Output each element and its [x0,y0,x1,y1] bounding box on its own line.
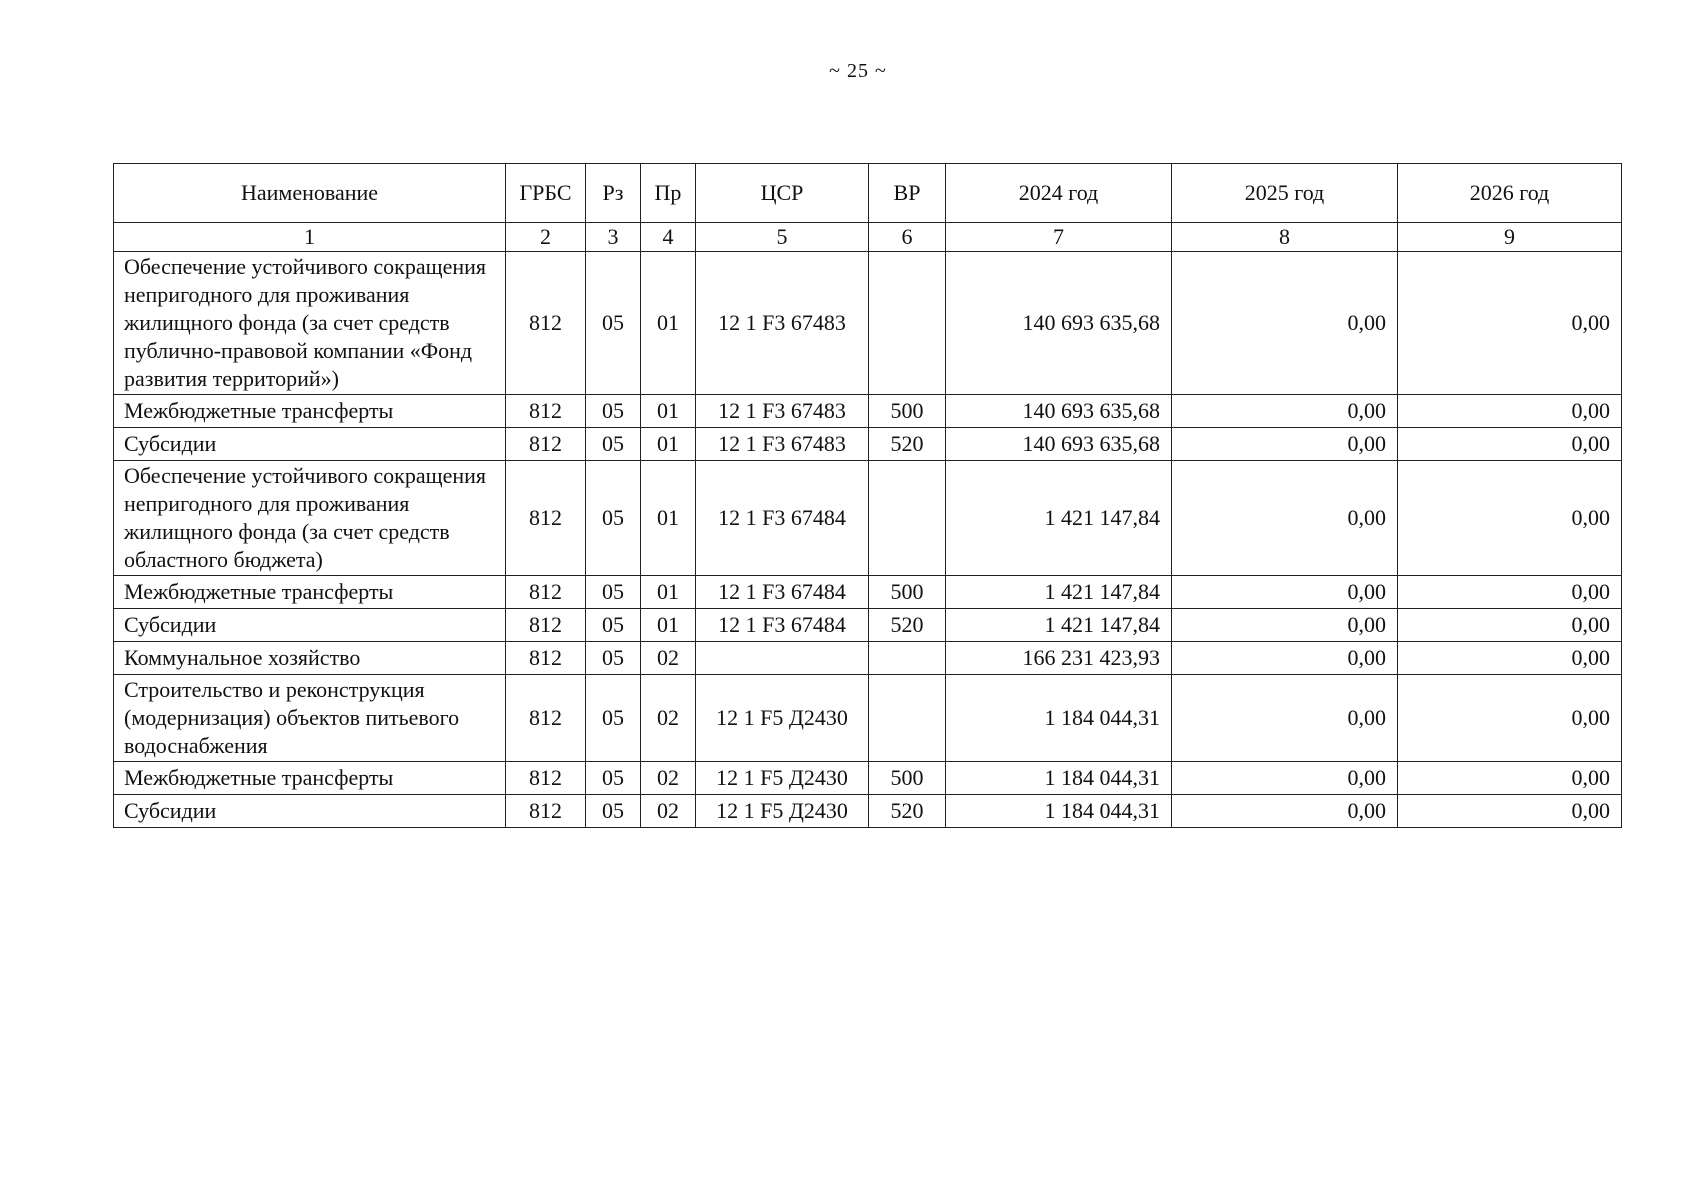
row-name: Межбюджетные трансферты [114,762,506,795]
row-2025: 0,00 [1172,762,1398,795]
row-2026: 0,00 [1398,395,1622,428]
header-name: Наименование [114,164,506,223]
row-vr: 500 [869,762,946,795]
row-vr: 500 [869,576,946,609]
row-csr: 12 1 F3 67484 [696,609,869,642]
row-2026: 0,00 [1398,576,1622,609]
row-2024: 1 184 044,31 [946,675,1172,762]
row-2025: 0,00 [1172,609,1398,642]
row-grbs: 812 [506,762,586,795]
table-header-row [114,164,1622,223]
column-number: 6 [869,223,946,252]
row-2025: 0,00 [1172,428,1398,461]
row-2024: 140 693 635,68 [946,395,1172,428]
column-number: 2 [506,223,586,252]
row-rz: 05 [586,642,641,675]
row-csr: 12 1 F5 Д2430 [696,675,869,762]
column-number: 5 [696,223,869,252]
column-number: 4 [641,223,696,252]
row-grbs: 812 [506,252,586,395]
row-grbs: 812 [506,576,586,609]
column-number: 1 [114,223,506,252]
row-2026: 0,00 [1398,428,1622,461]
row-rz: 05 [586,609,641,642]
header-2024: 2024 год [946,164,1172,223]
row-2025: 0,00 [1172,576,1398,609]
row-rz: 05 [586,576,641,609]
row-2026: 0,00 [1398,795,1622,828]
row-pr: 01 [641,252,696,395]
row-csr: 12 1 F3 67484 [696,576,869,609]
row-name: Субсидии [114,795,506,828]
row-2024: 140 693 635,68 [946,252,1172,395]
row-2024: 1 184 044,31 [946,762,1172,795]
table-row [114,428,1622,461]
row-2026: 0,00 [1398,252,1622,395]
table-row [114,762,1622,795]
row-vr [869,642,946,675]
header-rz: Рз [586,164,641,223]
row-name: Межбюджетные трансферты [114,395,506,428]
row-2025: 0,00 [1172,642,1398,675]
row-csr: 12 1 F3 67484 [696,461,869,576]
row-name: Субсидии [114,609,506,642]
row-rz: 05 [586,252,641,395]
row-grbs: 812 [506,675,586,762]
row-pr: 01 [641,576,696,609]
row-pr: 02 [641,675,696,762]
row-2026: 0,00 [1398,675,1622,762]
column-number: 3 [586,223,641,252]
row-grbs: 812 [506,609,586,642]
header-vr: ВР [869,164,946,223]
table-row [114,576,1622,609]
row-pr: 01 [641,395,696,428]
table-row [114,461,1622,576]
row-rz: 05 [586,461,641,576]
row-rz: 05 [586,395,641,428]
row-vr: 520 [869,609,946,642]
row-rz: 05 [586,675,641,762]
table-row [114,795,1622,828]
row-2024: 1 421 147,84 [946,576,1172,609]
page-number: ~ 25 ~ [829,60,887,82]
row-rz: 05 [586,428,641,461]
row-csr: 12 1 F3 67483 [696,428,869,461]
budget-table [113,163,1622,828]
table-row [114,252,1622,395]
row-vr: 520 [869,795,946,828]
row-grbs: 812 [506,795,586,828]
row-2025: 0,00 [1172,395,1398,428]
row-grbs: 812 [506,642,586,675]
row-pr: 01 [641,428,696,461]
row-pr: 01 [641,609,696,642]
header-csr: ЦСР [696,164,869,223]
row-name: Коммунальное хозяйство [114,642,506,675]
table-row [114,609,1622,642]
table-row [114,395,1622,428]
row-2025: 0,00 [1172,795,1398,828]
row-vr [869,461,946,576]
header-2025: 2025 год [1172,164,1398,223]
row-rz: 05 [586,762,641,795]
column-number: 7 [946,223,1172,252]
row-csr: 12 1 F5 Д2430 [696,762,869,795]
row-2024: 166 231 423,93 [946,642,1172,675]
row-pr: 02 [641,762,696,795]
row-rz: 05 [586,795,641,828]
row-2024: 1 421 147,84 [946,461,1172,576]
row-vr [869,675,946,762]
row-pr: 01 [641,461,696,576]
header-grbs: ГРБС [506,164,586,223]
row-2025: 0,00 [1172,461,1398,576]
column-number: 8 [1172,223,1398,252]
row-csr [696,642,869,675]
row-2024: 140 693 635,68 [946,428,1172,461]
row-2026: 0,00 [1398,642,1622,675]
row-name: Обеспечение устойчивого сокращения непригодного для проживания жилищного фонда (за счет средств публично-правовой компании «Фонд развития территорий») [114,252,506,395]
table-row [114,675,1622,762]
row-grbs: 812 [506,395,586,428]
row-vr: 500 [869,395,946,428]
header-pr: Пр [641,164,696,223]
row-2026: 0,00 [1398,461,1622,576]
row-name: Субсидии [114,428,506,461]
row-csr: 12 1 F3 67483 [696,252,869,395]
row-2025: 0,00 [1172,252,1398,395]
row-csr: 12 1 F5 Д2430 [696,795,869,828]
row-csr: 12 1 F3 67483 [696,395,869,428]
row-name: Обеспечение устойчивого сокращения непригодного для проживания жилищного фонда (за счет средств областного бюджета) [114,461,506,576]
table-row [114,642,1622,675]
row-pr: 02 [641,642,696,675]
row-vr [869,252,946,395]
column-number-row [114,223,1622,252]
header-2026: 2026 год [1398,164,1622,223]
row-2026: 0,00 [1398,762,1622,795]
row-vr: 520 [869,428,946,461]
row-2024: 1 421 147,84 [946,609,1172,642]
row-grbs: 812 [506,428,586,461]
row-name: Межбюджетные трансферты [114,576,506,609]
row-2026: 0,00 [1398,609,1622,642]
row-pr: 02 [641,795,696,828]
row-2025: 0,00 [1172,675,1398,762]
row-name: Строительство и реконструкция (модернизация) объектов питьевого водоснабжения [114,675,506,762]
row-grbs: 812 [506,461,586,576]
row-2024: 1 184 044,31 [946,795,1172,828]
column-number: 9 [1398,223,1622,252]
